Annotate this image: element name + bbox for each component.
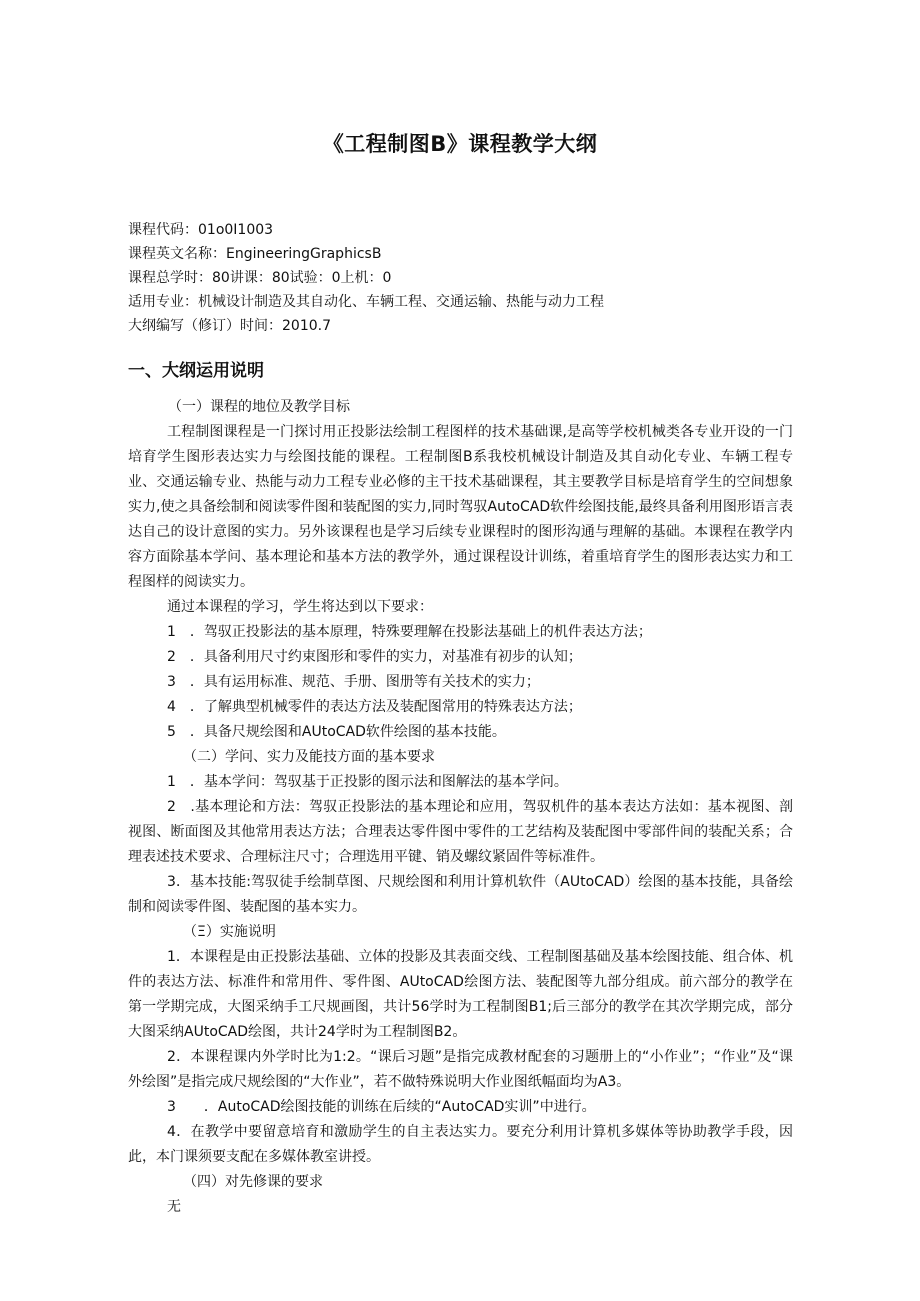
- sub3-heading: （Ξ）实施说明: [183, 924, 276, 940]
- course-majors: 适用专业：机械设计制造及其自动化、车辆工程、交通运输、热能与动力工程: [128, 294, 604, 310]
- sub2-item: 3．基本技能:驾驭徒手绘制草图、尺规绘图和利用计算机软件（AUtoCAD）绘图的基本技能，具备绘制和阅读零件图、装配图的基本实力。: [128, 874, 793, 915]
- sub2-item: 1 ．基本学问：驾驭基于正投影的图示法和图解法的基本学问。: [167, 774, 568, 790]
- requirement-item: 5 ．具备尺规绘图和AUtoCAD软件绘图的基本技能。: [167, 724, 506, 740]
- sub3-item: 1．本课程是由正投影法基础、立体的投影及其表面交线、工程制图基础及基本绘图技能、组合体、机件的表达方法、标准件和常用件、零件图、AUtoCAD绘图方法、装配图等九部分组成。前六部分的教学在第一学期完成，大图采纳手工尺规画图，共计56学时为工程制图B1;后三部分的教学在其次学期完成，部分大图采纳AUtoCAD绘图，共计24学时为工程制图B2。: [128, 949, 793, 1040]
- course-code: 课程代码：01o0I1003: [128, 222, 274, 238]
- sub3-item: 3 ．AutoCAD绘图技能的训练在后续的“AutoCAD实训”中进行。: [167, 1099, 596, 1115]
- document-title: 《工程制图B》课程教学大纲: [322, 132, 598, 156]
- requirement-item: 4 ．了解典型机械零件的表达方法及装配图常用的特殊表达方法；: [167, 699, 582, 715]
- sub3-item: 4．在教学中要留意培育和激励学生的自主表达实力。要充分利用计算机多媒体等协助教学手段，因此，本门课须要支配在多媒体教室讲授。: [128, 1124, 793, 1165]
- requirement-item: 2 ．具备利用尺寸约束图形和零件的实力，对基准有初步的认知；: [167, 649, 582, 665]
- sub1-heading: （一）课程的地位及教学目标: [168, 399, 350, 415]
- sub2-heading: （二）学问、实力及能技方面的基本要求: [183, 749, 435, 765]
- sub2-item: 2 .基本理论和方法：驾驭正投影法的基本理论和应用，驾驭机件的基本表达方法如：基本视图、剖视图、断面图及其他常用表达方法；合理表达零件图中零件的工艺结构及装配图中零部件间的装配关系；合理表述技术要求、合理标注尺寸；合理选用平键、销及螺纹紧固件等标准件。: [128, 799, 793, 865]
- requirement-item: 1 ．驾驭正投影法的基本原理，特殊要理解在投影法基础上的机件表达方法；: [167, 624, 652, 640]
- sub4-text: 无: [167, 1199, 181, 1215]
- course-english-name: 课程英文名称：EngineeringGraphicsB: [128, 246, 382, 262]
- course-hours: 课程总学时：80讲课：80试验：0上机：0: [128, 270, 392, 286]
- sub1-paragraph: 工程制图课程是一门探讨用正投影法绘制工程图样的技术基础课,是高等学校机械类各专业开设的一门培育学生图形表达实力与绘图技能的课程。工程制图B系我校机械设计制造及其自动化专业、车辆工程专业、交通运输专业、热能与动力工程专业必修的主干技术基础课程，其主要教学目标是培育学生的空间想象实力,使之具备绘制和阅读零件图和装配图的实力,同时驾驭AutoCAD软件绘图技能,最终具备利用图形语言表达自己的设计意图的实力。另外该课程也是学习后续专业课程时的图形沟通与理解的基础。本课程在教学内容方面除基本学问、基本理论和基本方法的教学外，通过课程设计训练，着重培育学生的图形表达实力和工程图样的阅读实力。: [128, 424, 793, 590]
- requirement-item: 3 ．具有运用标准、规范、手册、图册等有关技术的实力；: [167, 674, 540, 690]
- course-meta: [128, 218, 604, 338]
- sub4-heading: （四）对先修课的要求: [183, 1174, 323, 1190]
- outline-date: 大纲编写（修订）时间：2010.7: [128, 318, 331, 334]
- section-body: [128, 395, 793, 1220]
- section-heading: 一、大纲运用说明: [128, 361, 264, 381]
- sub3-item: 2．本课程课内外学时比为1:2。“课后习题”是指完成教材配套的习题册上的“小作业”；“作业”及“课外绘图”是指完成尺规绘图的“大作业”，若不做特殊说明大作业图纸幅面均为A3。: [128, 1049, 793, 1090]
- sub1-intro: 通过本课程的学习，学生将达到以下要求：: [167, 599, 433, 615]
